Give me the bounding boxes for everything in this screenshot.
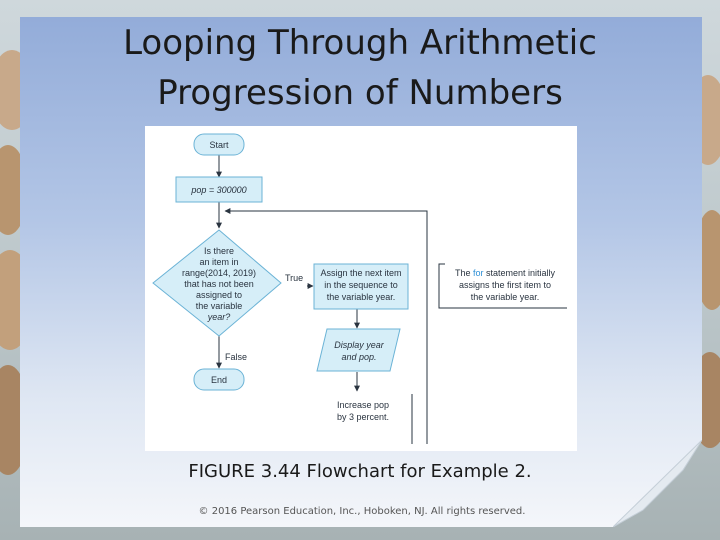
note-line-1: The for statement initially <box>454 268 556 278</box>
assign-text <box>320 268 401 302</box>
true-label: True <box>285 273 304 283</box>
decision-line: assigned to <box>195 290 243 300</box>
copyright-notice: © 2016 Pearson Education, Inc., Hoboken, NJ. All rights reserved. <box>198 506 526 517</box>
figure-caption: FIGURE 3.44 Flowchart for Example 2. <box>188 461 532 482</box>
end-label: End <box>210 375 228 385</box>
start-label: Start <box>209 140 229 150</box>
assign-line: in the sequence to <box>324 280 398 290</box>
increase-text <box>337 400 389 422</box>
note-bracket <box>439 264 445 308</box>
flowchart-svg <box>145 126 577 451</box>
increase-line: Increase pop <box>336 400 390 410</box>
decision-line: an item in <box>199 257 239 267</box>
note-line-3: the variable year. <box>470 292 540 302</box>
title-line-2: Progression of Numbers <box>157 73 563 113</box>
note-line-2: assigns the first item to <box>458 280 552 290</box>
display-line: and pop. <box>341 352 377 362</box>
title-line-1: Looping Through Arithmetic <box>123 23 597 63</box>
assign-line: Assign the next item <box>320 268 402 278</box>
decision-line: that has not been <box>184 279 254 289</box>
display-io-box <box>317 329 400 371</box>
loop-back-line <box>225 211 427 444</box>
note-text <box>455 268 556 302</box>
display-line: Display year <box>334 340 384 350</box>
decision-line: Is there <box>203 246 235 256</box>
increase-line: by 3 percent. <box>336 412 390 422</box>
decision-line: year? <box>207 312 231 322</box>
decision-line: range(2014, 2019) <box>181 268 257 278</box>
decision-line: the variable <box>195 301 243 311</box>
assign-line: the variable year. <box>326 292 396 302</box>
flowchart-figure <box>145 126 577 451</box>
slide-title <box>40 18 680 118</box>
init-label: pop = 300000 <box>191 185 247 195</box>
false-label: False <box>225 352 248 362</box>
